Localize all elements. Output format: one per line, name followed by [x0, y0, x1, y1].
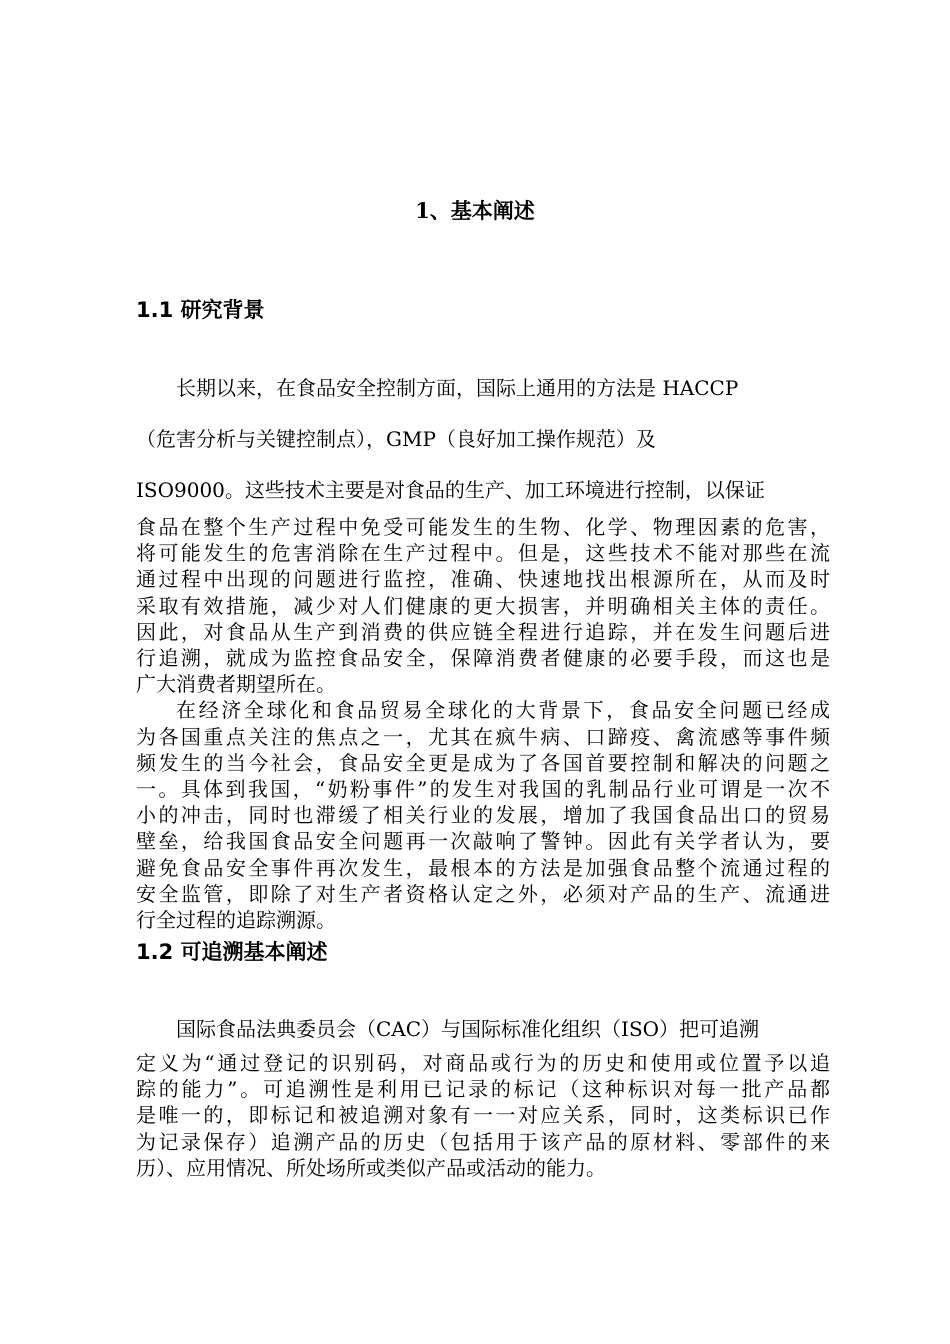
- paragraph-line: 历）、应用情况、所处场所或类似产品或活动的能力。: [136, 1155, 606, 1180]
- paragraph-block-traceability: [136, 1050, 830, 1181]
- paragraph-line: 壁垒，给我国食品安全问题再一次敲响了警钟。因此有关学者认为，要: [136, 829, 830, 854]
- paragraph-line: 定义为“通过登记的识别码，对商品或行为的历史和使用或位置予以追: [136, 1051, 830, 1075]
- paragraph-line: 将可能发生的危害消除在生产过程中。但是，这些技术不能对那些在流: [136, 541, 830, 566]
- paragraph-line: 食品在整个生产过程中免受可能发生的生物、化学、物理因素的危害，: [136, 515, 830, 539]
- paragraph-line: 为各国重点关注的焦点之一，尤其在疯牛病、口蹄疫、禽流感等事件频: [136, 724, 830, 749]
- paragraph-line: 通过程中出现的问题进行监控，准确、快速地找出根源所在，从而及时: [136, 567, 830, 592]
- paragraph-block-background-1: [136, 514, 830, 933]
- paragraph-line: 小的冲击，同时也滞缓了相关行业的发展，增加了我国食品出口的贸易: [136, 803, 830, 828]
- paragraph-line: 行追溯，就成为监控食品安全，保障消费者健康的必要手段，而这也是: [136, 646, 830, 671]
- paragraph-line: 长期以来，在食品安全控制方面，国际上通用的方法是 HACCP: [176, 376, 739, 400]
- paragraph-line: 采取有效措施，减少对人们健康的更大损害，并明确相关主体的责任。: [136, 593, 830, 618]
- paragraph-line: 行全过程的追踪溯源。: [136, 908, 336, 933]
- section-heading-1-2: 1.2 可追溯基本阐述: [136, 940, 328, 964]
- paragraph-line: 一。具体到我国，“奶粉事件”的发生对我国的乳制品行业可谓是一次不: [136, 777, 830, 802]
- paragraph-line: 安全监管，即除了对生产者资格认定之外，必须对产品的生产、流通进: [136, 881, 830, 906]
- paragraph-line: 在经济全球化和食品贸易全球化的大背景下，食品安全问题已经成: [176, 698, 830, 723]
- paragraph-line: 广大消费者期望所在。: [136, 672, 336, 697]
- paragraph-line: （危害分析与关键控制点），GMP（良好加工操作规范）及: [136, 427, 656, 451]
- paragraph-line: 因此，对食品从生产到消费的供应链全程进行追踪，并在发生问题后进: [136, 619, 830, 644]
- page-title: 1、基本阐述: [415, 198, 535, 223]
- section-heading-1-1: 1.1 研究背景: [136, 298, 265, 322]
- paragraph-line: 踪的能力”。可追溯性是利用已记录的标记（这种标识对每一批产品都: [136, 1077, 830, 1102]
- paragraph-line: 为记录保存）追溯产品的历史（包括用于该产品的原材料、零部件的来: [136, 1129, 830, 1154]
- paragraph-line: 是唯一的，即标记和被追溯对象有一一对应关系，同时，这类标识已作: [136, 1103, 830, 1128]
- paragraph-line: 避免食品安全事件再次发生，最根本的方法是加强食品整个流通过程的: [136, 855, 830, 880]
- paragraph-line: 国际食品法典委员会（CAC）与国际标准化组织（ISO）把可追溯: [176, 1017, 760, 1041]
- paragraph-line: 频发生的当今社会，食品安全更是成为了各国首要控制和解决的问题之: [136, 750, 830, 775]
- paragraph-line: ISO9000。这些技术主要是对食品的生产、加工环境进行控制，以保证: [136, 478, 765, 502]
